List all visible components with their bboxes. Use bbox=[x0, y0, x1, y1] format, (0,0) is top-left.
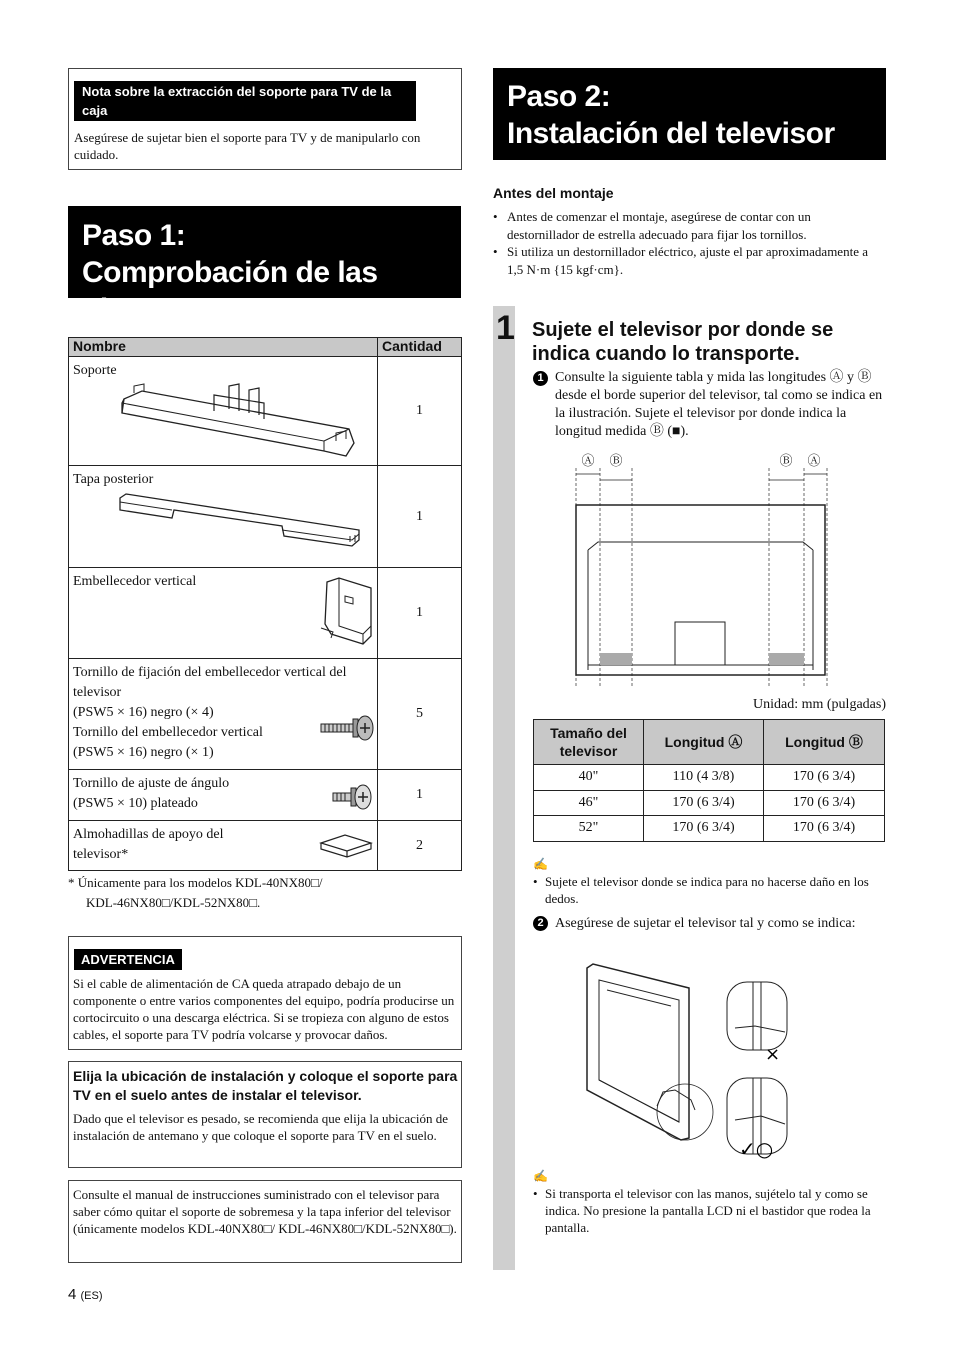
substep-2-text: Asegúrese de sujetar el televisor tal y como se indica: bbox=[555, 916, 856, 931]
note-heading: Nota sobre la extracción del soporte para TV de la caja bbox=[74, 81, 416, 121]
warning-heading: ADVERTENCIA bbox=[74, 949, 182, 970]
table-row bbox=[534, 765, 885, 791]
part-qty: 1 bbox=[378, 466, 462, 568]
dims-header: Tamaño del televisor bbox=[534, 720, 644, 765]
screw-short-illustration bbox=[331, 782, 375, 810]
substep-1-text: Consulte la siguiente tabla y mida las longitudes Ⓐ y Ⓑ desde el borde superior del televisor, tal como se indica en la ilustración. Sujete el televisor por donde indica la longitud medida Ⓑ (■). bbox=[555, 370, 883, 439]
note-text: Asegúrese de sujetar bien el soporte para TV y de manipularlo con cuidado. bbox=[74, 130, 421, 162]
table-row bbox=[69, 466, 462, 568]
table-row bbox=[69, 357, 462, 466]
table-cell: 52" bbox=[534, 816, 644, 842]
dims-header: Longitud Ⓑ bbox=[764, 720, 885, 765]
table-row bbox=[534, 790, 885, 816]
step-number: 1 bbox=[496, 309, 515, 347]
carrying-illustration bbox=[585, 960, 815, 1165]
part-qty: 1 bbox=[378, 770, 462, 821]
part-name-spec: (PSW5 × 10) plateado bbox=[73, 796, 198, 811]
page-number-value: 4 bbox=[68, 1286, 77, 1303]
parts-table-header bbox=[69, 338, 462, 357]
footnote-line2: KDL-46NX80□/KDL-52NX80□. bbox=[86, 895, 261, 910]
stand-illustration bbox=[114, 381, 374, 466]
part-name: Tornillo de fijación del embellecedor vertical del televisor bbox=[73, 665, 347, 700]
substep-1 bbox=[533, 369, 886, 441]
substep-1-number: 1 bbox=[533, 371, 548, 386]
part-name: Almohadillas de apoyo del bbox=[73, 827, 224, 842]
table-row bbox=[69, 770, 462, 821]
screw-long-illustration bbox=[319, 713, 375, 741]
table-row bbox=[69, 659, 462, 770]
pad-illustration bbox=[319, 831, 375, 861]
right-mark: ✓○ bbox=[739, 1137, 774, 1161]
step1-banner bbox=[68, 206, 461, 326]
before-mounting-list bbox=[493, 208, 886, 278]
memo-icon: ✍ bbox=[533, 857, 548, 871]
vertical-trim-illustration bbox=[319, 576, 375, 648]
table-cell: 170 (6 3/4) bbox=[764, 765, 885, 791]
location-text: Dado que el televisor es pesado, se recomienda que elija la ubicación de instalación de antemano y que coloque el soporte para TV en el suelo. bbox=[73, 1111, 449, 1143]
manual-text: Consulte el manual de instrucciones suministrado con el televisor para saber cómo quitar el soporte de sobremesa y la tapa inferior del televisor (únicamente modelos KDL-40NX80□/ KDL-46NX80□/KDL-52NX80□). bbox=[73, 1187, 457, 1236]
part-name: Tornillo del embellecedor vertical bbox=[73, 725, 263, 740]
label-a-left: Ⓐ bbox=[581, 453, 595, 468]
table-row bbox=[534, 816, 885, 842]
manual-box bbox=[68, 1180, 462, 1263]
part-name: Tornillo de ajuste de ángulo bbox=[73, 776, 230, 791]
part-qty: 1 bbox=[378, 357, 462, 466]
wrong-mark: × bbox=[765, 1044, 781, 1065]
list-item: • Si utiliza un destornillador eléctrico, ajuste el par aproximadamente a 1,5 N·m {15 kgf·cm}. bbox=[493, 243, 886, 278]
step2-banner-line1: Paso 2: bbox=[507, 80, 611, 113]
table-cell: 170 (6 3/4) bbox=[644, 790, 764, 816]
part-name: Embellecedor vertical bbox=[73, 574, 197, 589]
col-qty-header: Cantidad bbox=[378, 338, 462, 357]
dims-header: Longitud Ⓐ bbox=[644, 720, 764, 765]
table-cell: 170 (6 3/4) bbox=[644, 816, 764, 842]
part-name-spec: (PSW5 × 16) negro (× 4) bbox=[73, 705, 214, 720]
footnote-line1: * Únicamente para los modelos KDL-40NX80□/ bbox=[68, 875, 323, 890]
measurement-diagram bbox=[570, 450, 835, 690]
part-qty: 2 bbox=[378, 821, 462, 871]
part-name: Soporte bbox=[73, 363, 117, 378]
note-1-text: • Sujete el televisor donde se indica para no hacerse daño en los dedos. bbox=[533, 873, 886, 907]
list-item: • Antes de comenzar el montaje, asegúrese de contar con un destornillador de estrella adecuado para fijar los tornillos. bbox=[493, 208, 886, 243]
step-title: Sujete el televisor por donde se indica cuando lo transporte. bbox=[532, 319, 834, 365]
label-a-right: Ⓐ bbox=[807, 453, 821, 468]
label-b-left: Ⓑ bbox=[609, 453, 623, 468]
table-row bbox=[69, 568, 462, 659]
dimensions-table bbox=[533, 719, 885, 842]
table-cell: 46" bbox=[534, 790, 644, 816]
step1-banner-line2: Comprobación de las piezas bbox=[82, 256, 378, 326]
part-name-spec: (PSW5 × 16) negro (× 1) bbox=[73, 745, 214, 760]
note-2-text: • Si transporta el televisor con las manos, sujételo tal y como se indica. No presione la pantalla LCD ni el bastidor que rodea la pantalla. bbox=[533, 1185, 886, 1236]
note-box bbox=[68, 68, 462, 170]
memo-icon: ✍ bbox=[533, 1169, 548, 1183]
parts-table bbox=[68, 337, 462, 871]
part-qty: 5 bbox=[378, 659, 462, 770]
note-1 bbox=[533, 856, 886, 907]
step2-banner-line2: Instalación del televisor bbox=[507, 117, 835, 150]
table-cell: 170 (6 3/4) bbox=[764, 816, 885, 842]
table-row bbox=[69, 821, 462, 871]
part-qty: 1 bbox=[378, 568, 462, 659]
note-2 bbox=[533, 1168, 886, 1236]
warning-box bbox=[68, 936, 462, 1050]
table-cell: 110 (4 3/8) bbox=[644, 765, 764, 791]
location-title: Elija la ubicación de instalación y coloque el soporte para TV en el suelo antes de instalar el televisor. bbox=[73, 1068, 458, 1103]
step1-banner-line1: Paso 1: bbox=[82, 219, 186, 252]
warning-text: Si el cable de alimentación de CA queda atrapado debajo de un componente o entre varios componentes del equipo, podría producirse un cortocircuito o una descarga eléctrica. Si se tropieza con alguno de estos cables, el soporte para TV podría volcarse y provocar daños. bbox=[73, 976, 455, 1042]
unit-label: Unidad: mm (pulgadas) bbox=[753, 697, 886, 712]
dims-header-row bbox=[534, 720, 885, 765]
rear-cover-illustration bbox=[114, 490, 374, 560]
substep-2 bbox=[533, 914, 886, 933]
substep-2-number: 2 bbox=[533, 916, 548, 931]
page-lang: (ES) bbox=[80, 1290, 103, 1302]
before-mounting-title: Antes del montaje bbox=[493, 185, 614, 201]
part-name: televisor* bbox=[73, 847, 129, 862]
location-box bbox=[68, 1061, 462, 1168]
part-name: Tapa posterior bbox=[73, 472, 154, 487]
page-number bbox=[68, 1286, 103, 1303]
label-b-right: Ⓑ bbox=[779, 453, 793, 468]
col-name-header: Nombre bbox=[69, 338, 378, 357]
step-sidebar bbox=[493, 306, 515, 1270]
footnote bbox=[68, 873, 462, 913]
table-cell: 40" bbox=[534, 765, 644, 791]
table-cell: 170 (6 3/4) bbox=[764, 790, 885, 816]
step2-banner bbox=[493, 68, 886, 160]
